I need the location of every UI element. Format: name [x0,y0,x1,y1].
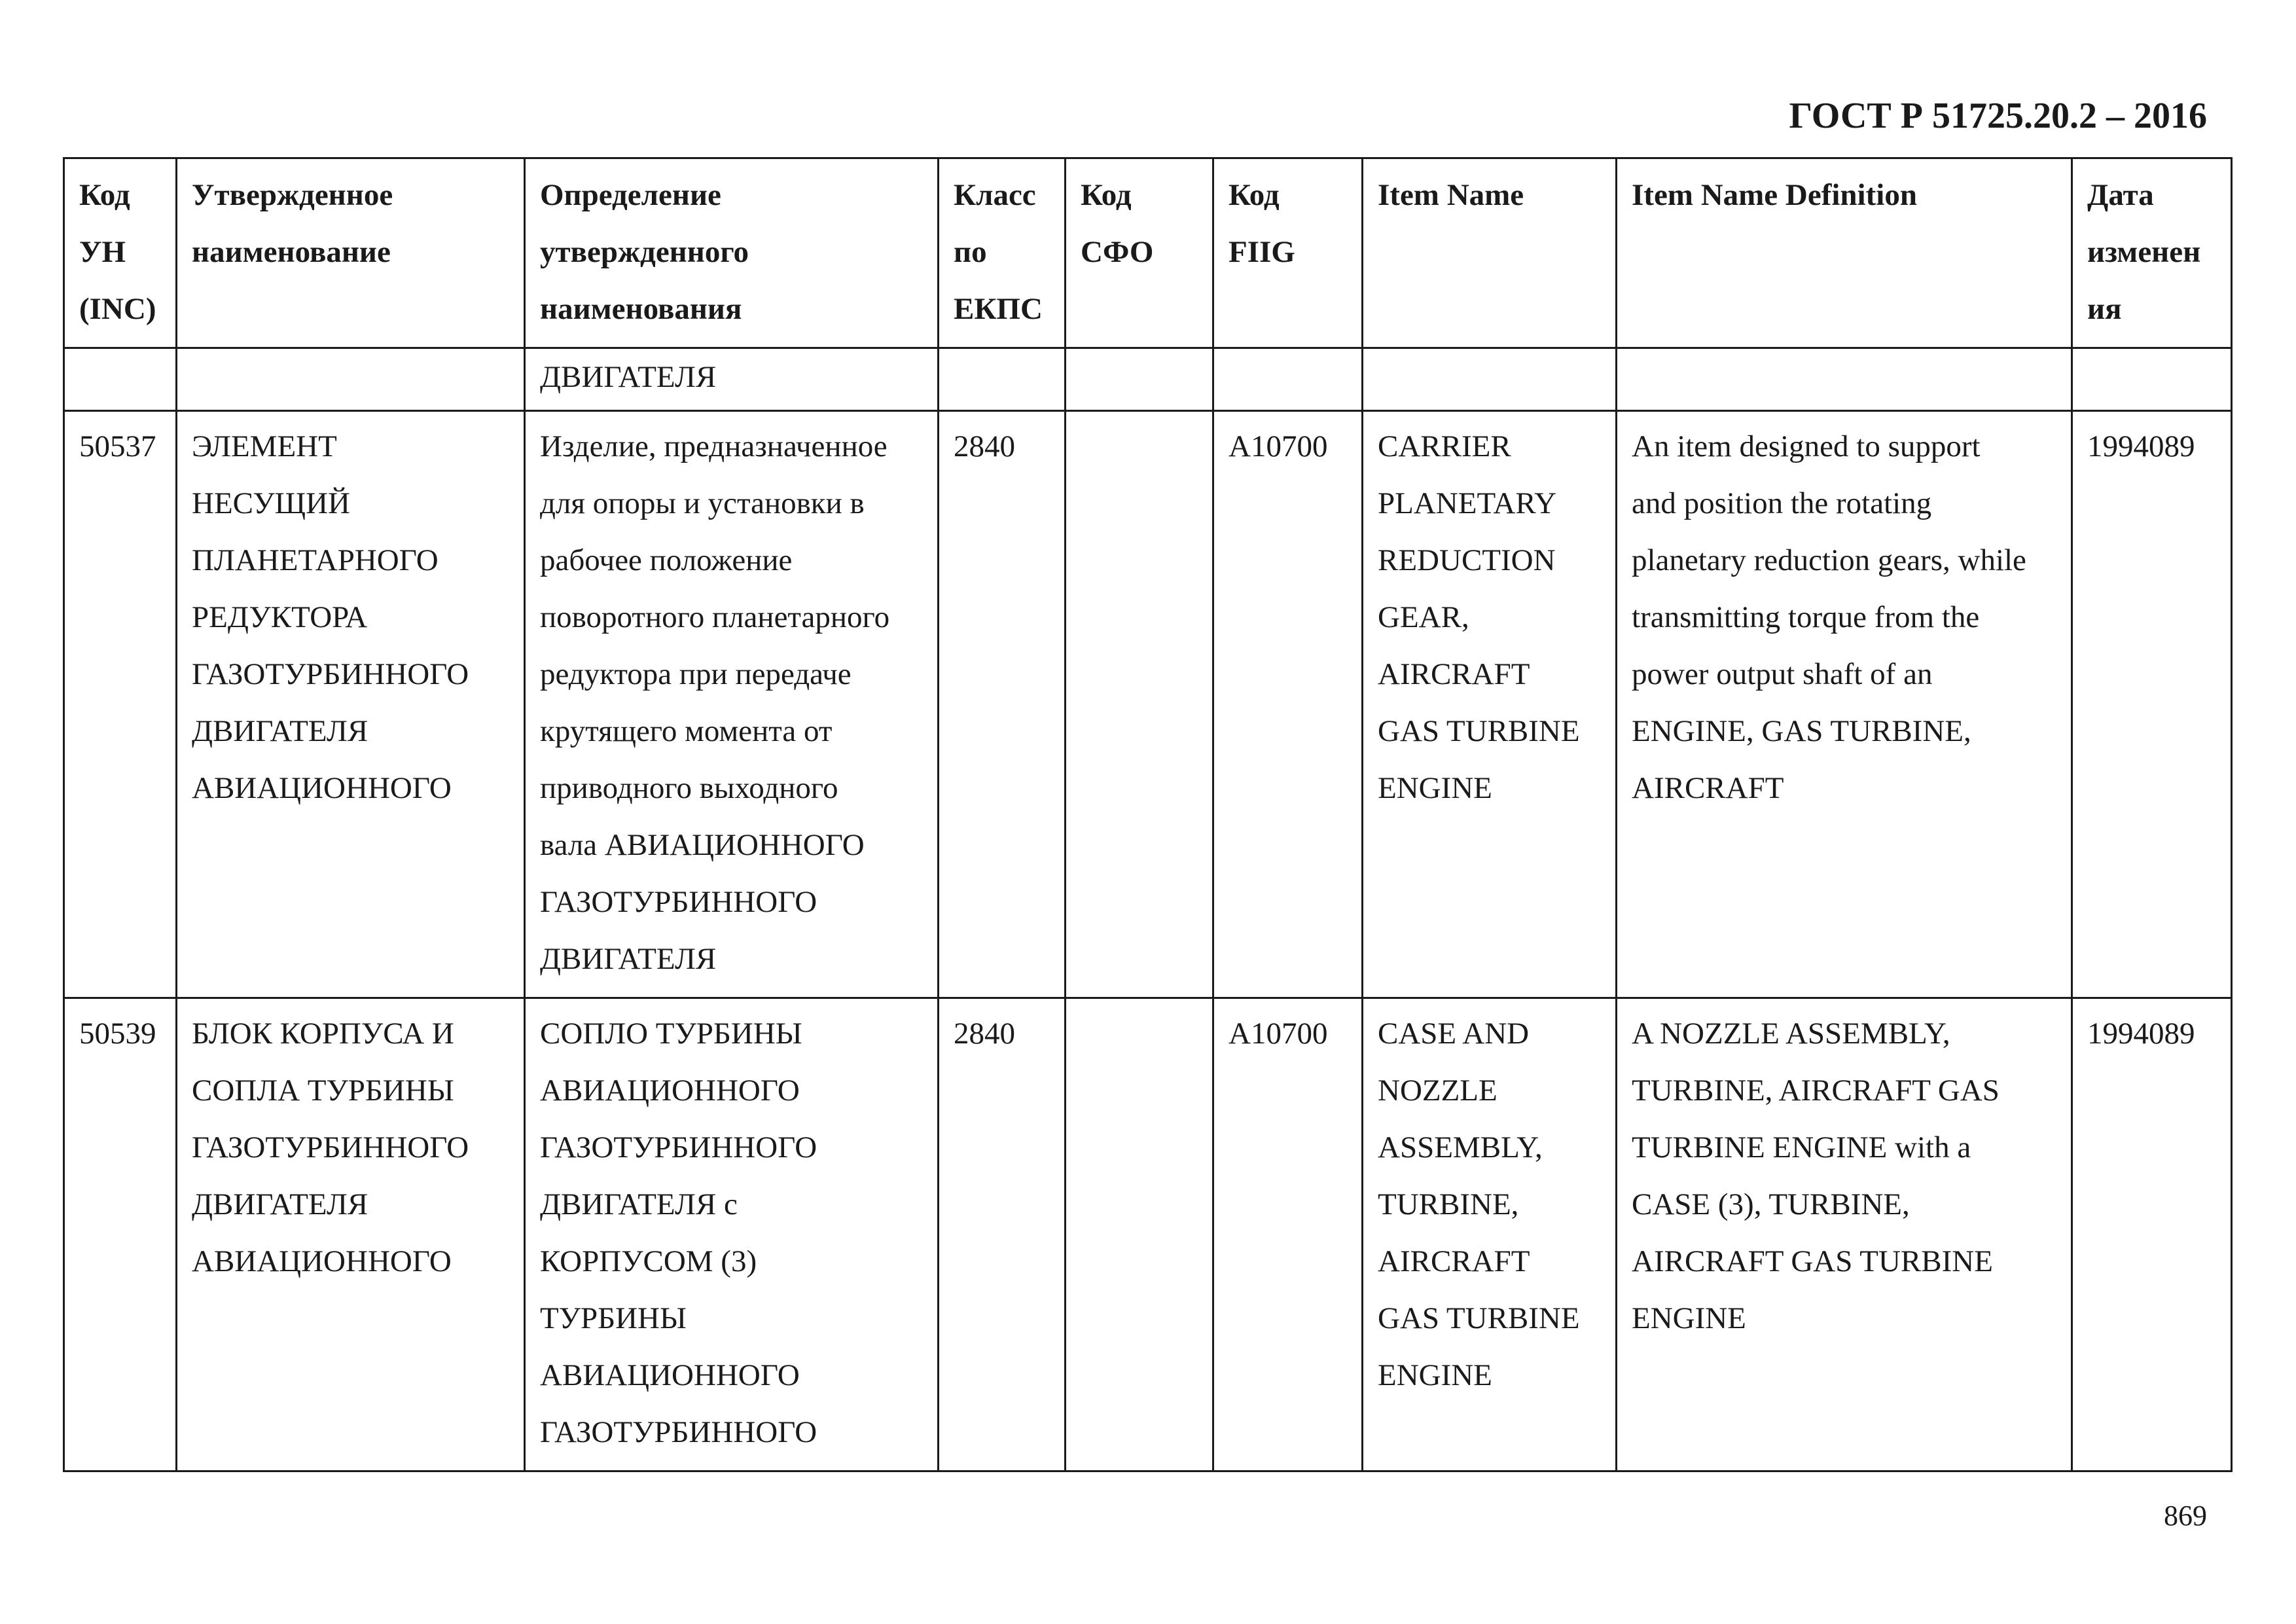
column-header-item-name: Item Name [1363,158,1617,348]
column-header-date: Дата изменен ия [2072,158,2232,348]
cell-item-name-definition: An item designed to support and position the rotating planetary reduction gears, while transmitting torque from the power output shaft of an ENGINE, GAS TURBINE, AIRCRAFT [1617,411,2072,998]
data-table [63,157,2233,1472]
cell-date: 1994089 [2072,998,2232,1471]
cell-fiig: A10700 [1213,998,1363,1471]
cell-class [939,348,1066,411]
table-row [64,348,2232,411]
cell-sfo [1066,348,1213,411]
column-header-sfo: Код СФО [1066,158,1213,348]
cell-inc [64,348,177,411]
cell-sfo [1066,998,1213,1471]
cell-approved-name: БЛОК КОРПУСА И СОПЛА ТУРБИНЫ ГАЗОТУРБИННОГО ДВИГАТЕЛЯ АВИАЦИОННОГО [177,998,525,1471]
cell-item-name-definition [1617,348,2072,411]
column-header-class: Класс по ЕКПС [939,158,1066,348]
cell-approved-name: ЭЛЕМЕНТ НЕСУЩИЙ ПЛАНЕТАРНОГО РЕДУКТОРА ГАЗОТУРБИННОГО ДВИГАТЕЛЯ АВИАЦИОННОГО [177,411,525,998]
column-header-definition: Определение утвержденного наименования [525,158,939,348]
cell-class: 2840 [939,998,1066,1471]
table-row [64,411,2232,998]
column-header-approved-name: Утвержденное наименование [177,158,525,348]
cell-sfo [1066,411,1213,998]
cell-fiig [1213,348,1363,411]
cell-item-name-definition: A NOZZLE ASSEMBLY, TURBINE, AIRCRAFT GAS TURBINE ENGINE with a CASE (3), TURBINE, AIRCRAFT GAS TURBINE ENGINE [1617,998,2072,1471]
cell-item-name [1363,348,1617,411]
cell-definition: Изделие, предназначенное для опоры и установки в рабочее положение поворотного планетарного редуктора при передаче крутящего момента от приводного выходного вала АВИАЦИОННОГО ГАЗОТУРБИННОГО ДВИГАТЕЛЯ [525,411,939,998]
table-header-row [64,158,2232,348]
column-header-fiig: Код FIIG [1213,158,1363,348]
column-header-inc: Код УН (INC) [64,158,177,348]
cell-fiig: A10700 [1213,411,1363,998]
cell-inc: 50539 [64,998,177,1471]
cell-definition: СОПЛО ТУРБИНЫ АВИАЦИОННОГО ГАЗОТУРБИННОГО ДВИГАТЕЛЯ с КОРПУСОМ (3) ТУРБИНЫ АВИАЦИОННОГО ГАЗОТУРБИННОГО [525,998,939,1471]
cell-item-name: CARRIER PLANETARY REDUCTION GEAR, AIRCRAFT GAS TURBINE ENGINE [1363,411,1617,998]
cell-approved-name [177,348,525,411]
cell-definition: ДВИГАТЕЛЯ [525,348,939,411]
cell-date: 1994089 [2072,411,2232,998]
cell-class: 2840 [939,411,1066,998]
page-number: 869 [2164,1500,2207,1532]
cell-inc: 50537 [64,411,177,998]
document-header: ГОСТ Р 51725.20.2 – 2016 [1789,96,2207,136]
cell-item-name: CASE AND NOZZLE ASSEMBLY, TURBINE, AIRCRAFT GAS TURBINE ENGINE [1363,998,1617,1471]
cell-date [2072,348,2232,411]
table-row [64,998,2232,1471]
column-header-item-name-definition: Item Name Definition [1617,158,2072,348]
